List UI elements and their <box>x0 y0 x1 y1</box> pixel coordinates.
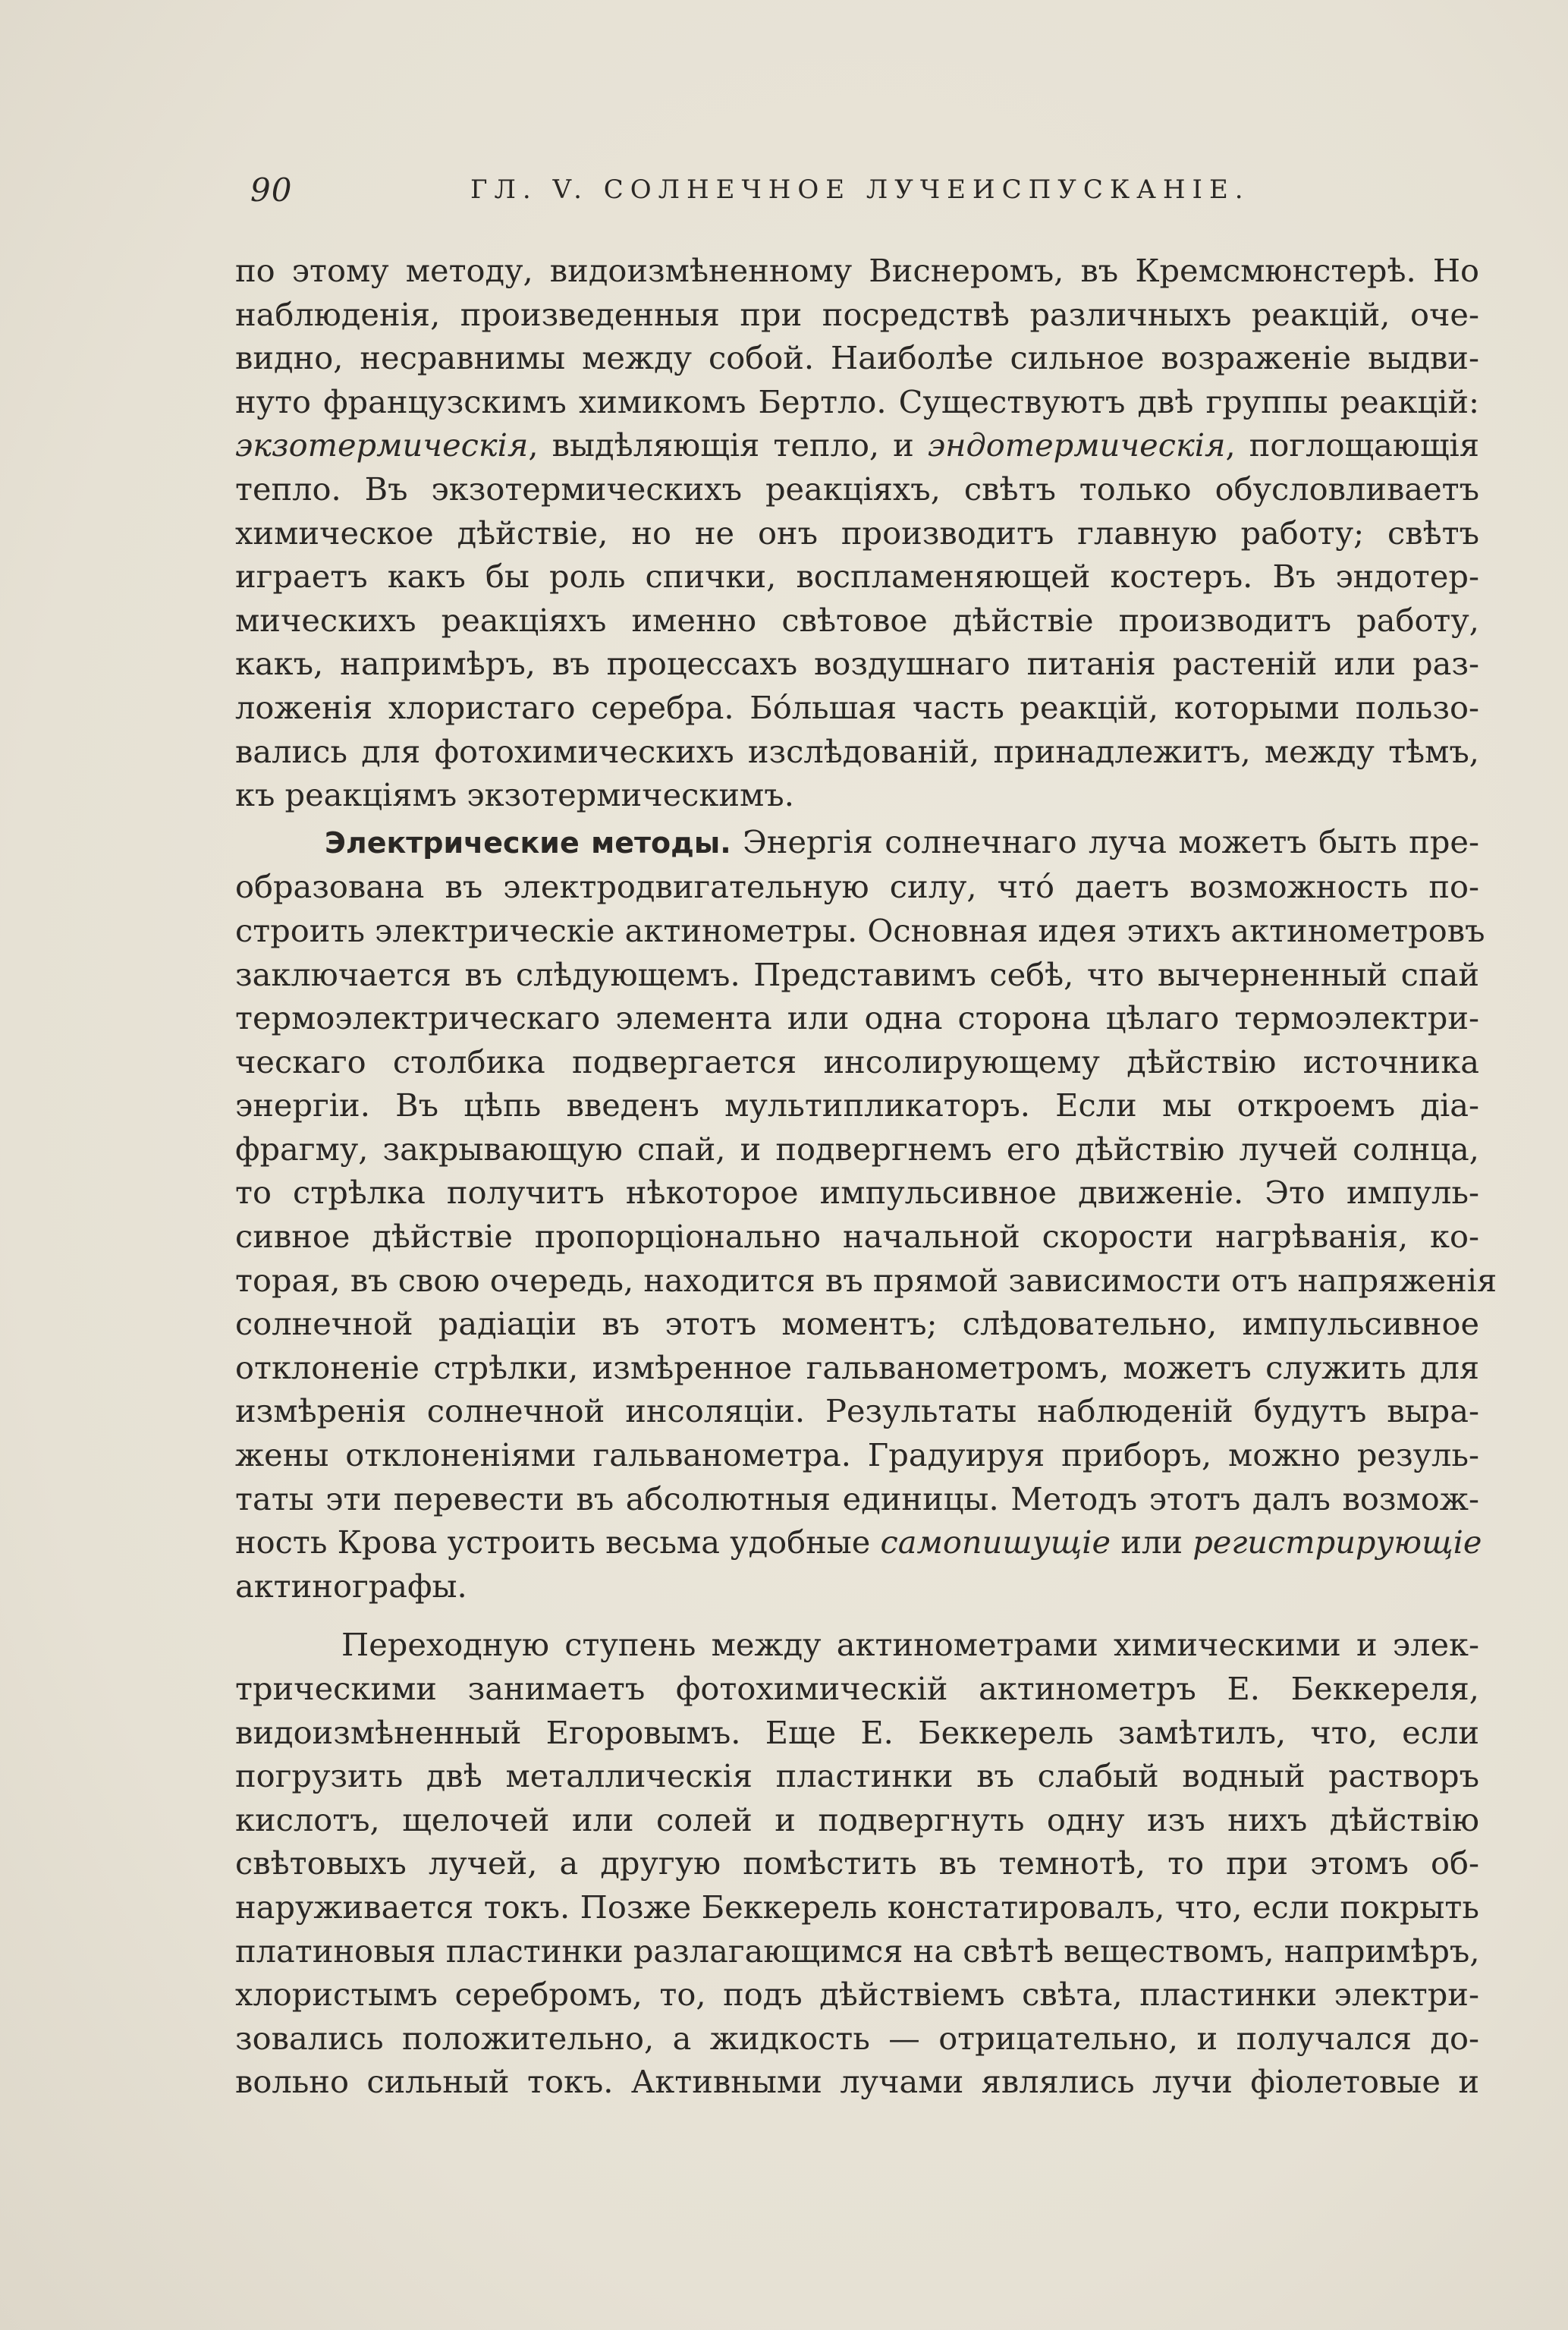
page-number: 90 <box>250 171 293 209</box>
text-line-with-italics: экзотермическія, выдѣляющія тепло, и эндотермическія, поглощающія <box>235 426 1479 464</box>
text-line: торая, въ свою очередь, находится въ прямой зависимости отъ напряженія <box>235 1261 1497 1299</box>
text-line: химическое дѣйствіе, но не онъ производитъ главную работу; свѣтъ <box>235 514 1479 552</box>
text-line: Переходную ступень между актинометрами химическими и элек- <box>341 1626 1479 1664</box>
text-line: измѣренія солнечной инсоляціи. Результаты наблюденій будутъ выра- <box>235 1392 1479 1430</box>
text-line: фрагму, закрывающую спай, и подвергнемъ его дѣйствію лучей солнца, <box>235 1130 1479 1168</box>
paragraph-3 <box>235 1623 1479 2104</box>
text-line: заключается въ слѣдующемъ. Представимъ себѣ, что вычерненный спай <box>235 955 1479 993</box>
text-line: погрузить двѣ металлическія пластинки въ слабый водный растворъ <box>235 1757 1479 1795</box>
text-line: наблюденія, произведенныя при посредствѣ различныхъ реакцій, оче- <box>235 295 1479 333</box>
running-head: ГЛ. V. СОЛНЕЧНОЕ ЛУЧЕИСПУСКАНІЕ. <box>470 175 1250 205</box>
text-line: платиновыя пластинки разлагающимся на свѣтѣ веществомъ, напримѣръ, <box>235 1932 1480 1970</box>
text-line: вольно сильный токъ. Активными лучами являлись лучи фіолетовые и <box>235 2063 1479 2101</box>
text-line-with-heading <box>235 820 1479 866</box>
page-header <box>250 165 1494 219</box>
text-line: мическихъ реакціяхъ именно свѣтовое дѣйствіе производитъ работу, <box>235 601 1479 639</box>
text-line: отклоненіе стрѣлки, измѣренное гальванометромъ, можетъ служить для <box>235 1348 1479 1386</box>
text-line: хлористымъ серебромъ, то, подъ дѣйствіемъ свѣта, пластинки электри- <box>235 1976 1479 2014</box>
italic-term: эндотермическія <box>927 426 1226 464</box>
text-line: играетъ какъ бы роль спички, воспламеняющей костеръ. Въ эндотер- <box>235 558 1479 596</box>
text-line: сивное дѣйствіе пропорціонально начальной скорости нагрѣванія, ко- <box>235 1218 1479 1256</box>
text-line: наруживается токъ. Позже Беккерель констатировалъ, что, если покрыть <box>235 1888 1479 1926</box>
text-line: образована въ электродвигательную силу, что́ даетъ возможность по- <box>235 868 1479 906</box>
text-line: термоэлектрическаго элемента или одна сторона цѣлаго термоэлектри- <box>235 999 1479 1037</box>
text-line: къ реакціямъ экзотермическимъ. <box>235 776 794 814</box>
body-text <box>235 249 1497 2104</box>
text-line: ность Крова устроить весьма удобные самопишущіе или регистрирующіе <box>235 1523 1482 1561</box>
text-line: трическими занимаетъ фотохимическій актинометръ Е. Беккереля, <box>235 1670 1479 1707</box>
section-heading: Электрические методы. <box>325 825 731 860</box>
text-line: энергіи. Въ цѣпь введенъ мультипликаторъ. Если мы откроемъ діа- <box>235 1086 1479 1124</box>
italic-term: экзотермическія <box>235 426 529 464</box>
text-line: кислотъ, щелочей или солей и подвергнуть одну изъ нихъ дѣйствію <box>235 1800 1479 1838</box>
text-line: по этому методу, видоизмѣненному Виснеромъ, въ Кремсмюнстерѣ. Но <box>235 252 1479 289</box>
text-line: какъ, напримѣръ, въ процессахъ воздушнаго питанія растеній или раз- <box>235 645 1479 683</box>
text-line: свѣтовыхъ лучей, а другую помѣстить въ темнотѣ, то при этомъ об- <box>235 1844 1479 1882</box>
text-line: тепло. Въ экзотермическихъ реакціяхъ, свѣтъ только обусловливаетъ <box>235 470 1479 508</box>
text-line: нуто французскимъ химикомъ Бертло. Существуютъ двѣ группы реакцій: <box>235 382 1479 420</box>
text-line: жены отклоненіями гальванометра. Градуируя приборъ, можно резуль- <box>235 1436 1479 1474</box>
text-line: зовались положительно, а жидкость — отрицательно, и получался до- <box>235 2019 1479 2057</box>
text-line: актинографы. <box>235 1567 467 1605</box>
text-line: солнечной радіаціи въ этотъ моментъ; слѣдовательно, импульсивное <box>235 1305 1479 1343</box>
text-line: вались для фотохимическихъ изслѣдованій, принадлежитъ, между тѣмъ, <box>235 732 1479 770</box>
paragraph-1 <box>235 249 1479 817</box>
text-run: Энергія солнечнаго луча можетъ быть пре- <box>731 822 1479 860</box>
italic-term: самопишущіе <box>880 1523 1111 1561</box>
text-line: ческаго столбика подвергается инсолирующему дѣйствію источника <box>235 1042 1479 1080</box>
text-line: строить электрическіе актинометры. Основная идея этихъ актинометровъ <box>235 911 1485 949</box>
text-line: ложенія хлористаго серебра. Бо́льшая часть реакцій, которыми пользо- <box>235 688 1479 726</box>
text-line: то стрѣлка получитъ нѣкоторое импульсивное движеніе. Это импуль- <box>235 1174 1479 1212</box>
text-line: видно, несравнимы между собой. Наиболѣе сильное возраженіе выдви- <box>235 339 1479 377</box>
text-line: таты эти перевести въ абсолютныя единицы. Методъ этотъ далъ возмож- <box>235 1479 1479 1517</box>
italic-term: регистрирующіе <box>1192 1523 1482 1561</box>
paragraph-2 <box>235 820 1497 1608</box>
text-line: видоизмѣненный Егоровымъ. Еще Е. Беккерель замѣтилъ, что, если <box>235 1713 1479 1751</box>
